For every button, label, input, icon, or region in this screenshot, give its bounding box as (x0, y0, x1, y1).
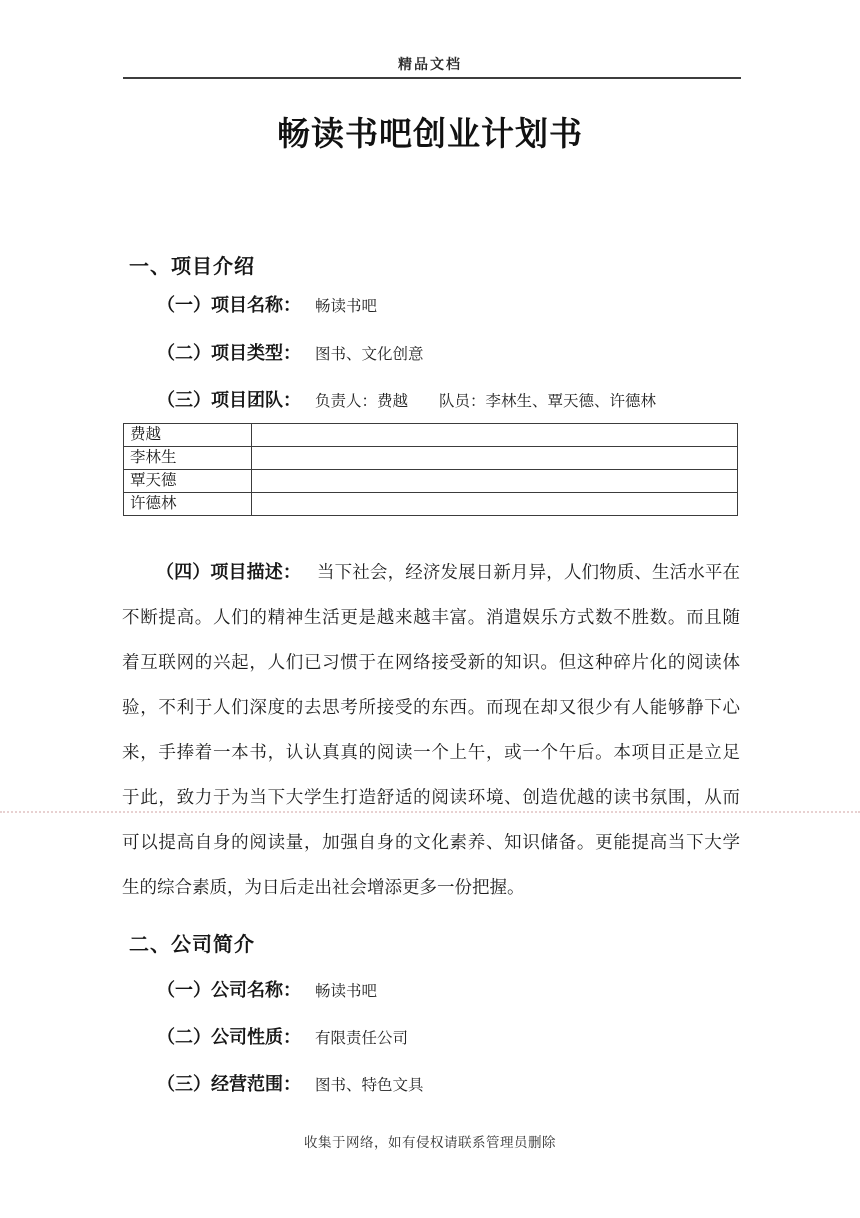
business-scope-value: 图书、特色文具 (315, 1077, 424, 1094)
project-type-value: 图书、文化创意 (315, 346, 424, 363)
company-type-row (157, 1023, 408, 1049)
project-name-row (157, 291, 377, 317)
company-type-value: 有限责任公司 (315, 1030, 409, 1047)
description-line: 生的综合素质，为日后走出社会增添更多一份把握。 (122, 877, 525, 897)
table-row (124, 424, 738, 447)
project-team-label: （三）项目团队： (157, 390, 301, 410)
company-name-label: （一）公司名称： (157, 980, 301, 1000)
description-line: 来，手捧着一本书，认认真真的阅读一个上午，或一个午后。本项目正是立足 (122, 742, 740, 762)
description-line: 验，不利于人们深度的去思考所接受的东西。而现在却又很少有人能够静下心 (122, 697, 740, 717)
section-heading-project-intro: 一、项目介绍 (129, 256, 255, 278)
team-member-name: 费越 (124, 424, 252, 447)
team-member-info (252, 424, 738, 447)
team-member-name: 覃天德 (124, 470, 252, 493)
business-scope-label: （三）经营范围： (157, 1074, 301, 1094)
document-title: 畅读书吧创业计划书 (277, 117, 583, 153)
page-break-dotted-line (0, 811, 860, 813)
project-type-label: （二）项目类型： (157, 343, 301, 363)
team-table (123, 423, 738, 516)
project-name-value: 畅读书吧 (315, 298, 378, 315)
team-member-info (252, 493, 738, 516)
project-team-row (157, 386, 656, 412)
project-description-label: （四）项目描述： (156, 562, 302, 582)
header-watermark: 精品文档 (398, 58, 462, 73)
team-member-name: 许德林 (124, 493, 252, 516)
table-row (124, 470, 738, 493)
description-line: 于此，致力于为当下大学生打造舒适的阅读环境、创造优越的读书氛围，从而 (122, 787, 740, 807)
project-description-paragraph (122, 550, 740, 910)
description-line: 可以提高自身的阅读量，加强自身的文化素养、知识储备。更能提高当下大学 (122, 832, 740, 852)
description-text: 当下社会，经济发展日新月异，人们物质、生活水平在 (317, 562, 741, 582)
project-name-label: （一）项目名称： (157, 295, 301, 315)
company-name-row (157, 976, 377, 1002)
business-scope-row (157, 1070, 424, 1096)
header-rule (123, 77, 741, 79)
team-member-name: 李林生 (124, 447, 252, 470)
team-member-info (252, 447, 738, 470)
project-type-row (157, 339, 424, 365)
table-row (124, 493, 738, 516)
company-type-label: （二）公司性质： (157, 1027, 301, 1047)
company-name-value: 畅读书吧 (315, 983, 378, 1000)
description-line: 不断提高。人们的精神生活更是越来越丰富。消遣娱乐方式数不胜数。而且随 (122, 607, 740, 627)
description-line (122, 550, 740, 595)
team-member-info (252, 470, 738, 493)
project-team-value: 负责人：费越 队员：李林生、覃天德、许德林 (315, 393, 657, 410)
section-heading-company-profile: 二、公司简介 (129, 934, 255, 956)
description-line: 着互联网的兴起，人们已习惯于在网络接受新的知识。但这种碎片化的阅读体 (122, 652, 740, 672)
footer-note: 收集于网络，如有侵权请联系管理员删除 (304, 1135, 556, 1150)
table-row (124, 447, 738, 470)
